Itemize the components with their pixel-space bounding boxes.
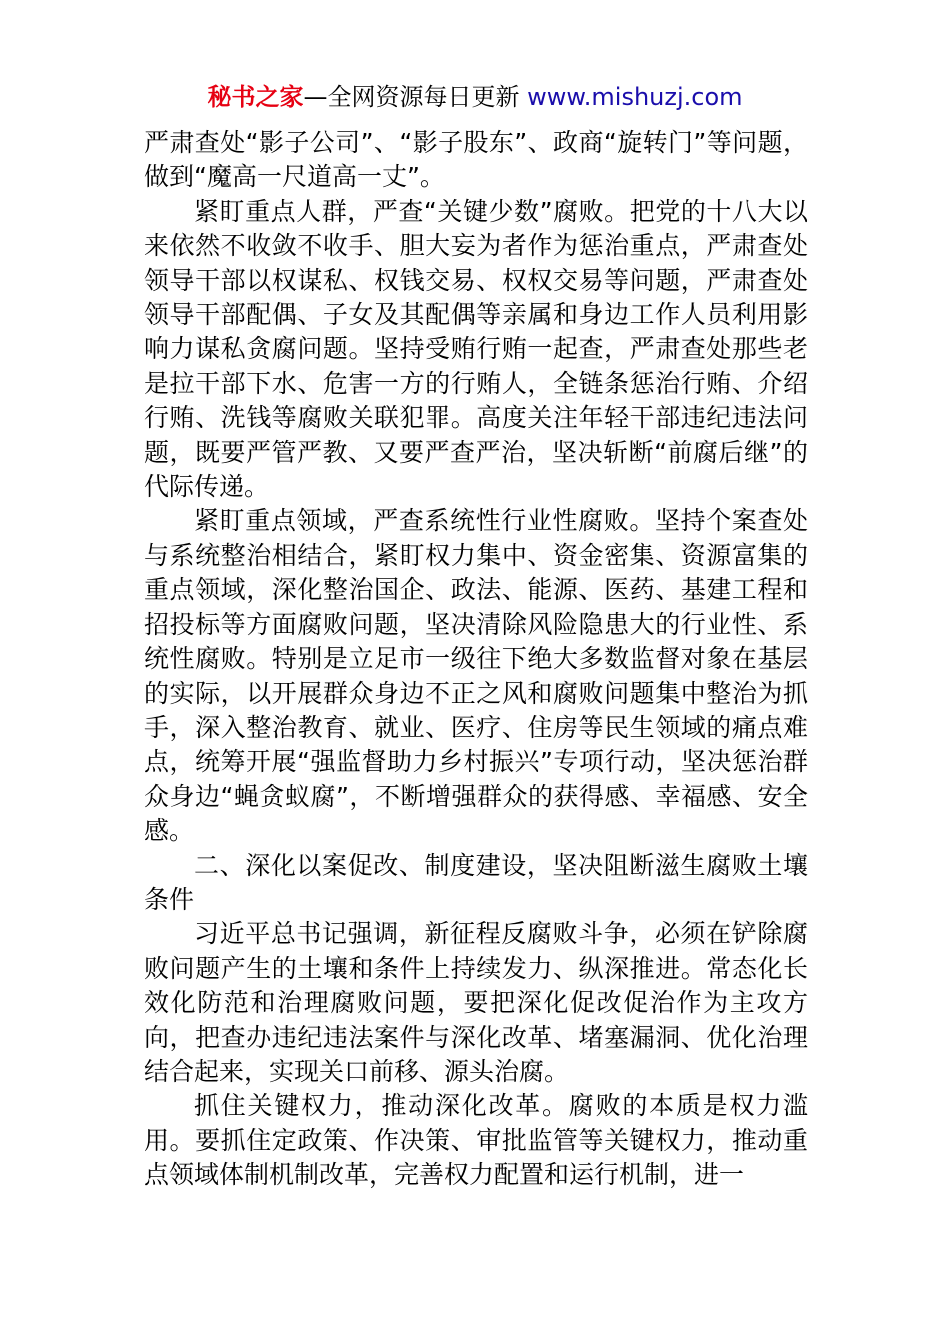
section-heading-2: 二、深化以案促改、制度建设，坚决阻断滋生腐败土壤条件: [144, 850, 808, 914]
header-tagline: —全网资源每日更新: [303, 83, 528, 111]
paragraph-5: 抓住关键权力，推动深化改革。腐败的本质是权力滥用。要抓住定政策、作决策、审批监管等关键权力，推动重点领域体制机制改革，完善权力配置和运行机制，进一: [144, 1091, 808, 1190]
document-body: [144, 126, 808, 1193]
brand-name: 秘书之家: [207, 83, 304, 111]
paragraph-4: 习近平总书记强调，新征程反腐败斗争，必须在铲除腐败问题产生的土壤和条件上持续发力、纵深推进。常态化长效化防范和治理腐败问题，要把深化促改促治作为主攻方向，把查办违纪违法案件与深化改革、堵塞漏洞、优化治理结合起来，实现关口前移、源头治腐。: [144, 919, 808, 1086]
site-url-link[interactable]: www.mishuzj.com: [527, 83, 743, 111]
paragraph-2: 紧盯重点人群，严查“关键少数”腐败。把党的十八大以来依然不收敛不收手、胆大妄为者作为惩治重点，严肃查处领导干部以权谋私、权钱交易、权权交易等问题，严肃查处领导干部配偶、子女及其配偶等亲属和身边工作人员利用影响力谋私贪腐问题。坚持受贿行贿一起查，严肃查处那些老是拉干部下水、危害一方的行贿人，全链条惩治行贿、介绍行贿、洗钱等腐败关联犯罪。高度关注年轻干部违纪违法问题，既要严管严教、又要严查严治，坚决斩断“前腐后继”的代际传递。: [144, 196, 808, 502]
paragraph-3: 紧盯重点领域，严查系统性行业性腐败。坚持个案查处与系统整治相结合，紧盯权力集中、资金密集、资源富集的重点领域，深化整治国企、政法、能源、医药、基建工程和招投标等方面腐败问题，坚决清除风险隐患大的行业性、系统性腐败。特别是立足市一级往下绝大多数监督对象在基层的实际，以开展群众身边不正之风和腐败问题集中整治为抓手，深入整治教育、就业、医疗、住房等民生领域的痛点难点，统筹开展“强监督助力乡村振兴”专项行动，坚决惩治群众身边“蝇贪蚁腐”，不断增强群众的获得感、幸福感、安全感。: [144, 506, 808, 846]
site-header: [0, 80, 950, 114]
paragraph-1: 严肃查处“影子公司”、“影子股东”、政商“旋转门”等问题，做到“魔高一尺道高一丈”。: [144, 128, 808, 192]
